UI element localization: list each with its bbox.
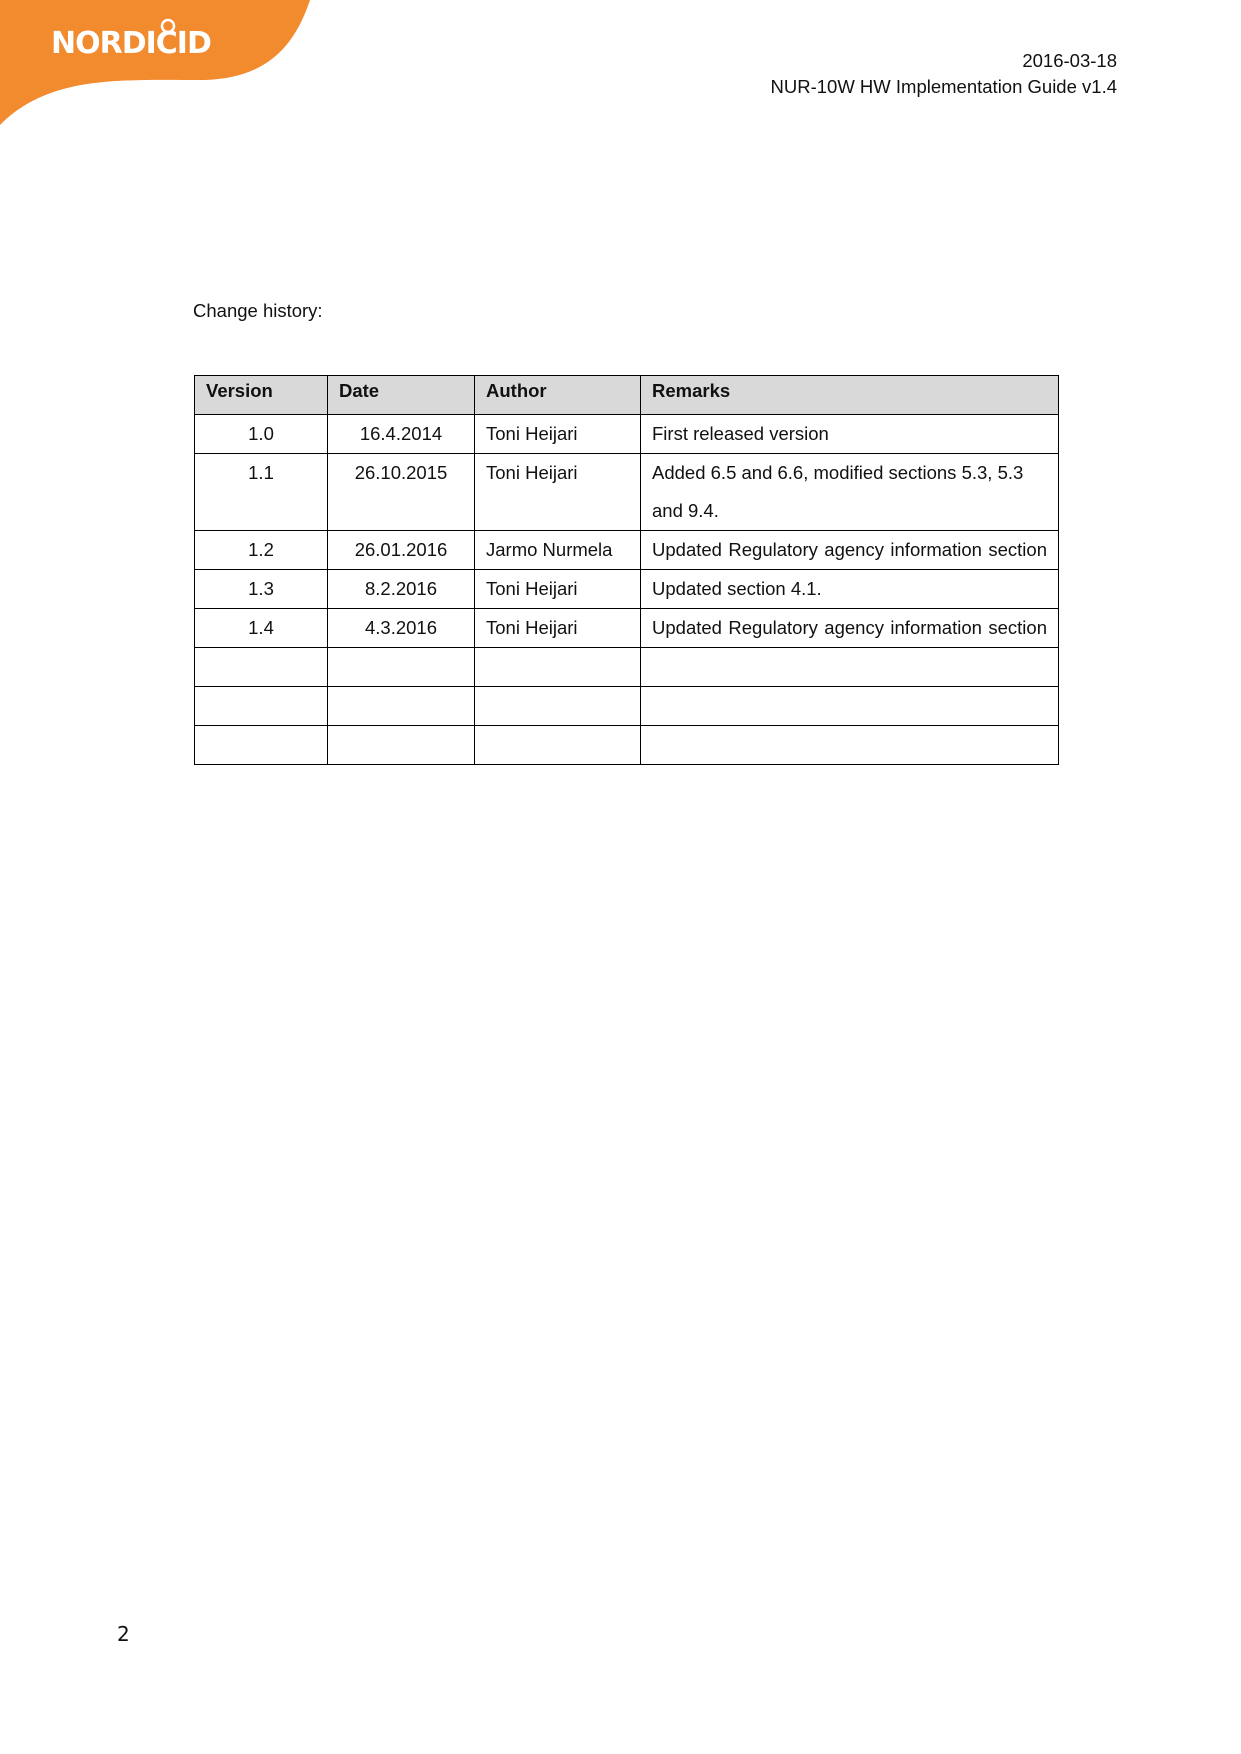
header-title: NUR-10W HW Implementation Guide v1.4: [770, 76, 1117, 97]
cell-author: Jarmo Nurmela: [475, 531, 641, 570]
cell-remarks: [641, 648, 1059, 687]
page-number: 2: [117, 1622, 130, 1646]
cell-version: 1.1: [195, 454, 328, 531]
cell-remarks: Added 6.5 and 6.6, modified sections 5.3, 5.3 and 9.4.: [641, 454, 1059, 531]
cell-date: 26.10.2015: [328, 454, 475, 531]
logo-corner: [0, 0, 320, 130]
table-row: [195, 609, 1059, 648]
cell-date: 26.01.2016: [328, 531, 475, 570]
company-logo: NORDICID: [51, 26, 211, 61]
cell-version: 1.0: [195, 415, 328, 454]
table-row: [195, 570, 1059, 609]
column-header-author: Author: [475, 376, 641, 415]
cell-version: 1.4: [195, 609, 328, 648]
column-header-date: Date: [328, 376, 475, 415]
cell-version: 1.2: [195, 531, 328, 570]
table-row: [195, 454, 1059, 531]
cell-remarks: Updated Regulatory agency information section: [641, 531, 1059, 570]
header-date: 2016-03-18: [1022, 50, 1117, 71]
cell-version: [195, 726, 328, 765]
cell-date: [328, 726, 475, 765]
cell-author: Toni Heijari: [475, 415, 641, 454]
cell-remarks: Updated section 4.1.: [641, 570, 1059, 609]
orange-swoosh-icon: [0, 0, 320, 130]
cell-remarks: Updated Regulatory agency information section: [641, 609, 1059, 648]
cell-remarks: [641, 726, 1059, 765]
cell-version: [195, 687, 328, 726]
table-row: [195, 687, 1059, 726]
cell-date: 8.2.2016: [328, 570, 475, 609]
table-header-row: [195, 376, 1059, 415]
table-row: [195, 415, 1059, 454]
cell-date: [328, 687, 475, 726]
cell-author: [475, 726, 641, 765]
cell-date: 4.3.2016: [328, 609, 475, 648]
cell-remarks: First released version: [641, 415, 1059, 454]
cell-version: [195, 648, 328, 687]
cell-date: [328, 648, 475, 687]
table-row: [195, 726, 1059, 765]
cell-remarks: [641, 687, 1059, 726]
change-history-table: [194, 375, 1059, 765]
cell-author: [475, 687, 641, 726]
section-heading: Change history:: [193, 300, 323, 321]
cell-author: Toni Heijari: [475, 609, 641, 648]
cell-author: Toni Heijari: [475, 454, 641, 531]
cell-author: [475, 648, 641, 687]
cell-date: 16.4.2014: [328, 415, 475, 454]
column-header-version: Version: [195, 376, 328, 415]
document-header: [771, 48, 1117, 100]
column-header-remarks: Remarks: [641, 376, 1059, 415]
table-row: [195, 648, 1059, 687]
cell-version: 1.3: [195, 570, 328, 609]
table-row: [195, 531, 1059, 570]
cell-author: Toni Heijari: [475, 570, 641, 609]
